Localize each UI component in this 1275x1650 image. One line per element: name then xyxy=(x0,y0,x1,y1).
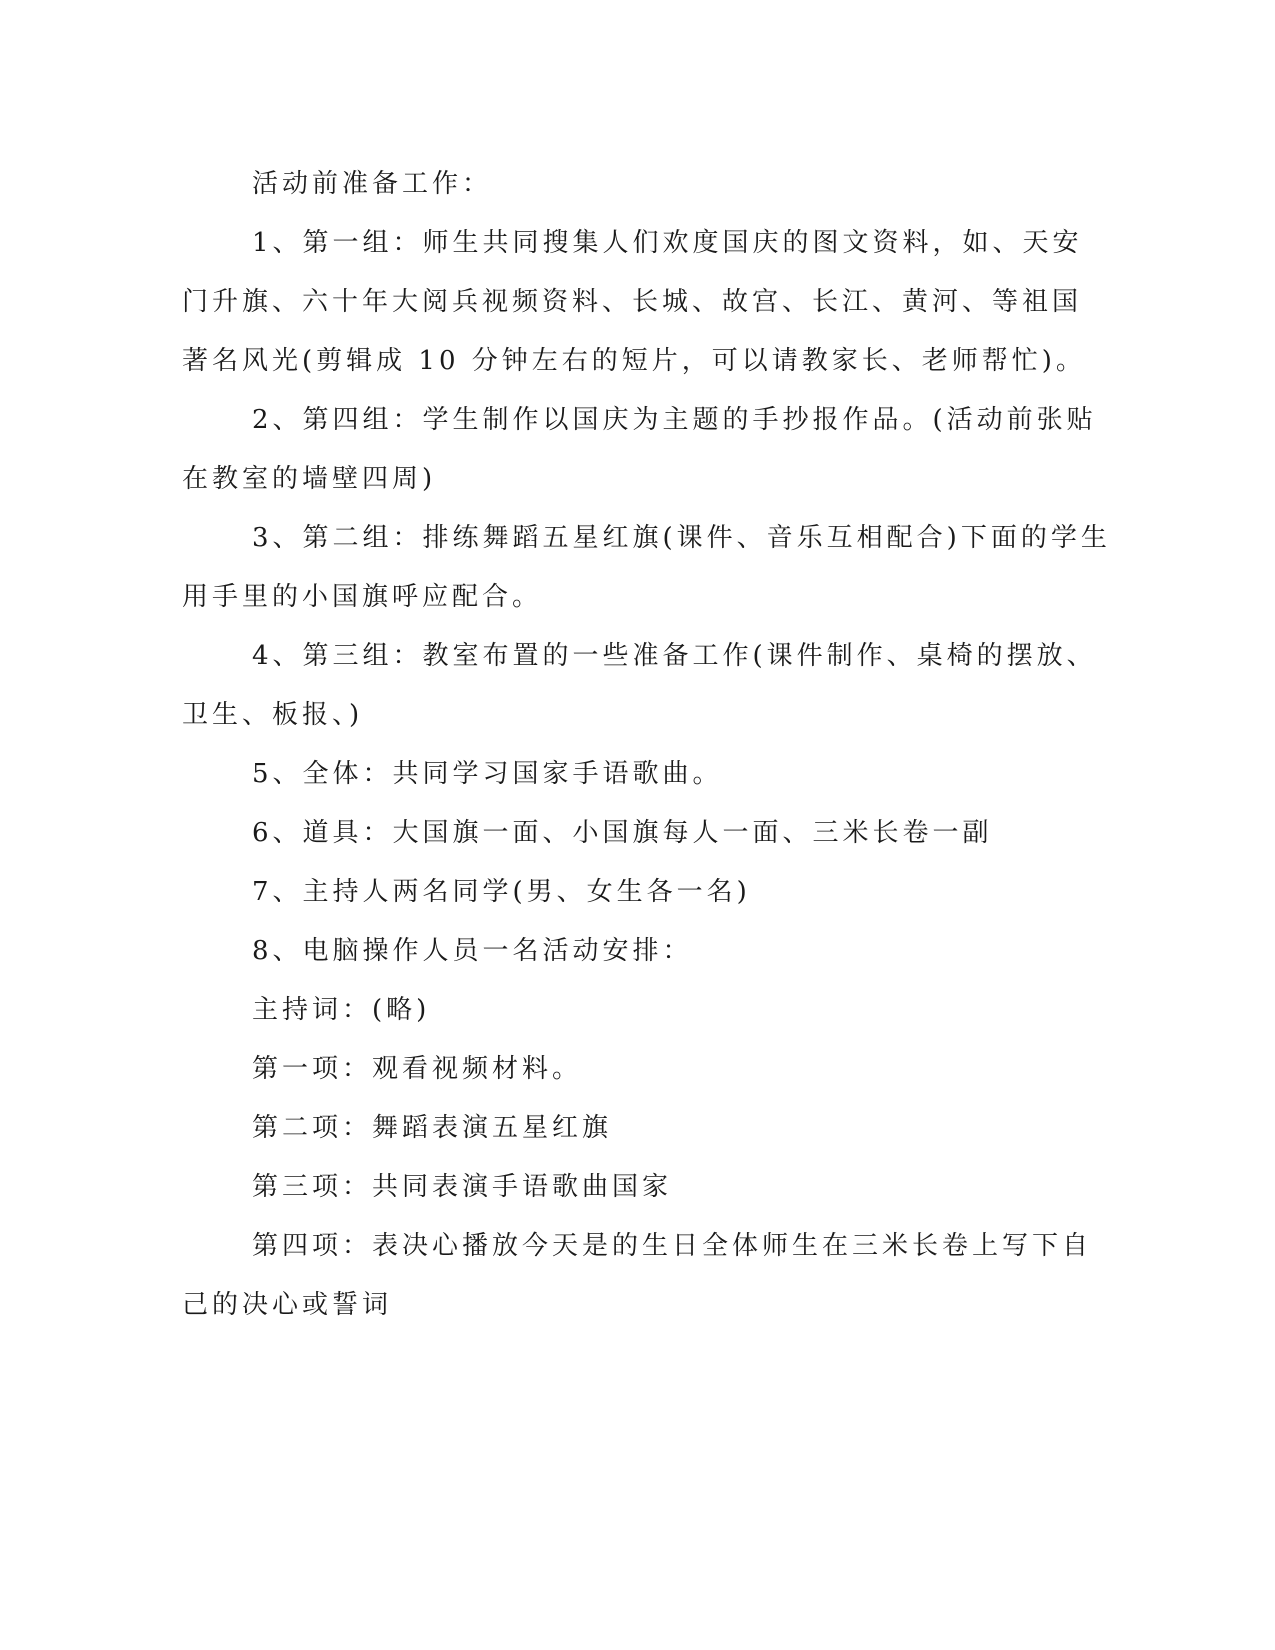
paragraph-line: 1、第一组：师生共同搜集人们欢度国庆的图文资料，如、天安 xyxy=(252,228,1083,258)
paragraph-line: 著名风光(剪辑成 10 分钟左右的短片，可以请教家长、老师帮忙)。 xyxy=(182,346,1086,376)
paragraph-line: 第二项：舞蹈表演五星红旗 xyxy=(252,1113,613,1143)
paragraph-line: 6、道具：大国旗一面、小国旗每人一面、三米长卷一副 xyxy=(252,818,993,848)
paragraph-line: 8、电脑操作人员一名活动安排： xyxy=(252,936,693,966)
heading-preparation: 活动前准备工作： xyxy=(252,169,493,199)
paragraph-line: 己的决心或誓词 xyxy=(182,1290,393,1320)
paragraph-line: 2、第四组：学生制作以国庆为主题的手抄报作品。(活动前张贴 xyxy=(252,405,1097,435)
paragraph-line: 第四项：表决心播放今天是的生日全体师生在三米长卷上写下自 xyxy=(252,1231,1093,1261)
document-body xyxy=(182,155,1111,1335)
paragraph-line: 卫生、板报、) xyxy=(182,700,364,730)
paragraph-line: 3、第二组：排练舞蹈五星红旗(课件、音乐互相配合)下面的学生 xyxy=(252,523,1111,553)
paragraph-line: 用手里的小国旗呼应配合。 xyxy=(182,582,543,612)
paragraph-line: 第三项：共同表演手语歌曲国家 xyxy=(252,1172,673,1202)
paragraph-line: 4、第三组：教室布置的一些准备工作(课件制作、桌椅的摆放、 xyxy=(252,641,1097,671)
paragraph-line: 7、主持人两名同学(男、女生各一名) xyxy=(252,877,751,907)
paragraph-line: 5、全体：共同学习国家手语歌曲。 xyxy=(252,759,723,789)
paragraph-line: 第一项：观看视频材料。 xyxy=(252,1054,583,1084)
paragraph-line: 门升旗、六十年大阅兵视频资料、长城、故宫、长江、黄河、等祖国 xyxy=(182,287,1083,317)
paragraph-line: 主持词：(略) xyxy=(252,995,431,1025)
paragraph-line: 在教室的墙壁四周) xyxy=(182,464,437,494)
